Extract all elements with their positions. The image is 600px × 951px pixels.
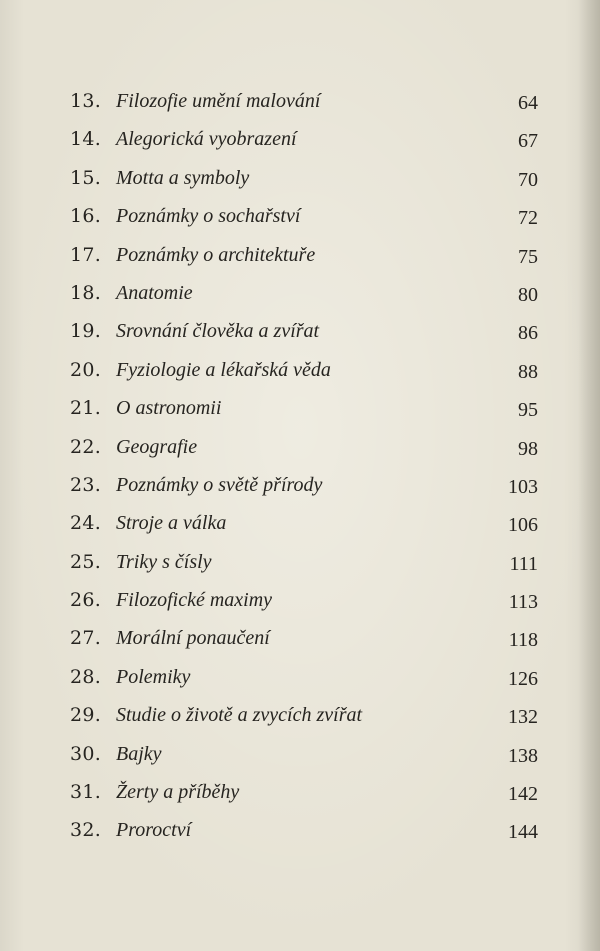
toc-entry-page-number: 95	[518, 399, 538, 422]
toc-entry	[70, 581, 540, 619]
toc-entry-title: Poznámky o sochařství	[116, 205, 301, 228]
toc-entry-number: 30.	[70, 742, 102, 765]
page-edge-shadow	[578, 0, 600, 951]
toc-entry-number: 24.	[70, 512, 102, 535]
toc-entry-page-number: 70	[518, 168, 538, 191]
toc-entry-title: Srovnání člověka a zvířat	[116, 320, 320, 343]
toc-entry-number: 23.	[70, 473, 102, 496]
toc-entry-number: 15.	[70, 166, 102, 189]
toc-entry-title: Motta a symboly	[116, 166, 250, 189]
toc-entry-title: Poznámky o světě přírody	[116, 473, 323, 496]
toc-entry-title: Triky s čísly	[116, 550, 212, 573]
toc-entry-page-number: 144	[508, 821, 538, 844]
toc-entry	[70, 351, 540, 389]
toc-entry-number: 32.	[70, 819, 102, 842]
toc-entry-number: 27.	[70, 627, 102, 650]
toc-entry	[70, 773, 540, 811]
toc-entry-page-number: 64	[518, 92, 538, 114]
toc-entry-title: Žerty a příběhy	[116, 781, 240, 804]
table-of-contents	[70, 82, 540, 850]
toc-entry	[70, 619, 540, 657]
toc-entry	[70, 236, 540, 274]
toc-entry-page-number: 88	[518, 360, 538, 383]
toc-entry-title: Alegorická vyobrazení	[116, 128, 297, 151]
toc-entry-number: 29.	[70, 704, 102, 727]
toc-entry-page-number: 86	[518, 322, 538, 345]
toc-entry-number: 17.	[70, 243, 102, 266]
toc-entry	[70, 466, 540, 504]
toc-entry-title: Geografie	[116, 435, 198, 458]
toc-entry-page-number: 103	[508, 475, 538, 498]
toc-entry	[70, 197, 540, 235]
toc-entry-title: Filozofické maximy	[116, 589, 273, 612]
toc-entry-page-number: 106	[508, 514, 538, 537]
toc-entry-number: 20.	[70, 358, 102, 381]
toc-entry-title: Stroje a válka	[116, 512, 227, 535]
toc-entry-number: 21.	[70, 397, 102, 420]
toc-entry-title: Proroctví	[116, 819, 192, 842]
toc-entry-page-number: 75	[518, 245, 538, 268]
toc-entry-title: Filozofie umění malování	[116, 90, 321, 112]
toc-entry-title: Morální ponaučení	[116, 627, 270, 650]
toc-entry	[70, 735, 540, 773]
toc-entry-page-number: 113	[508, 591, 538, 614]
toc-entry	[70, 428, 540, 466]
toc-entry-number: 18.	[70, 281, 102, 304]
toc-entry	[70, 120, 540, 158]
toc-entry-title: Anatomie	[116, 281, 193, 304]
toc-entry	[70, 159, 540, 197]
toc-entry-page-number: 98	[518, 437, 538, 460]
toc-entry	[70, 696, 540, 734]
toc-entry-page-number: 142	[508, 783, 538, 806]
toc-entry-number: 22.	[70, 435, 102, 458]
toc-entry	[70, 389, 540, 427]
toc-entry-title: O astronomii	[116, 397, 222, 420]
toc-entry	[70, 312, 540, 350]
toc-entry	[70, 274, 540, 312]
toc-entry-page-number: 118	[508, 629, 538, 652]
toc-entry-page-number: 132	[508, 706, 538, 729]
toc-entry-title: Polemiky	[116, 665, 191, 688]
toc-entry-page-number: 72	[518, 207, 538, 230]
toc-entry-page-number: 138	[508, 744, 538, 767]
toc-entry-page-number: 111	[509, 552, 538, 575]
toc-entry-page-number: 67	[518, 130, 538, 153]
toc-entry	[70, 82, 540, 120]
toc-entry-title: Poznámky o architektuře	[116, 243, 316, 266]
toc-entry	[70, 658, 540, 696]
toc-entry-number: 13.	[70, 90, 102, 112]
toc-entry-number: 14.	[70, 128, 102, 151]
toc-entry	[70, 504, 540, 542]
toc-entry-page-number: 80	[518, 283, 538, 306]
toc-entry-number: 25.	[70, 550, 102, 573]
toc-entry-number: 26.	[70, 589, 102, 612]
toc-entry-title: Studie o životě a zvycích zvířat	[116, 704, 363, 727]
toc-entry-number: 19.	[70, 320, 102, 343]
toc-entry	[70, 543, 540, 581]
toc-entry-title: Fyziologie a lékařská věda	[116, 358, 331, 381]
toc-entry-number: 16.	[70, 205, 102, 228]
toc-entry	[70, 811, 540, 849]
toc-entry-number: 28.	[70, 665, 102, 688]
toc-entry-page-number: 126	[508, 667, 538, 690]
toc-entry-title: Bajky	[116, 742, 162, 765]
toc-entry-number: 31.	[70, 781, 102, 804]
